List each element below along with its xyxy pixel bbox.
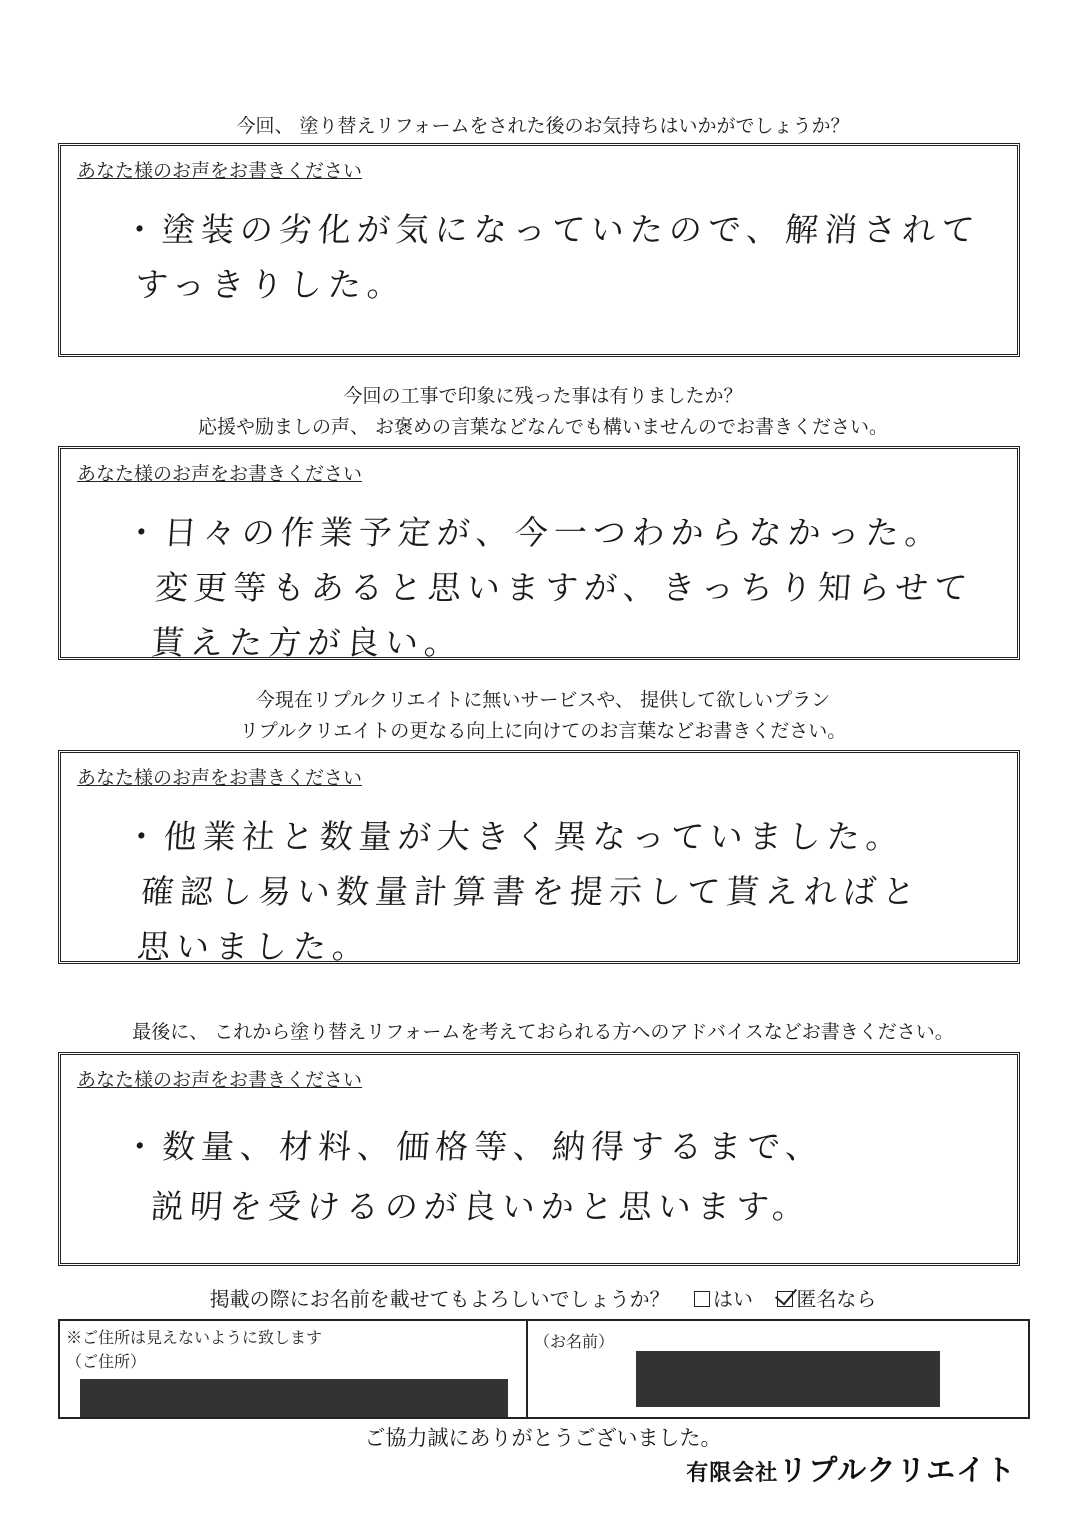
answer-line: ・数量、材料、価格等、納得するまで、 (121, 1127, 826, 1166)
consent-question: 掲載の際にお名前を載せてもよろしいでしょうか？ (209, 1287, 670, 1311)
question-4 (0, 1017, 1086, 1048)
company-logo (686, 1448, 1016, 1489)
question-2 (0, 381, 1086, 443)
handwritten-answer-2 (115, 505, 1027, 670)
answer-box-label: あなた様のお声をお書きください (77, 767, 363, 789)
company-name: リプルクリエイト (778, 1453, 1016, 1487)
address-redaction (80, 1379, 508, 1417)
answer-box-3 (58, 750, 1020, 964)
answer-line: 貰えた方が良い。 (149, 623, 465, 662)
anonymous-label: 匿名なら (796, 1287, 877, 1311)
company-prefix: 有限会社 (686, 1461, 779, 1486)
question-2-line-2: 応援や励ましの声、 お褒めの言葉などなんでも構いませんのでお書きください。 (197, 416, 889, 438)
answer-line: 説明を受けるのが良いかと思います。 (149, 1187, 813, 1226)
answer-line: ・塗装の劣化が気になっていたので、解消されて (121, 210, 982, 249)
publish-consent (0, 1283, 1086, 1312)
answer-box-label: あなた様のお声をお書きください (77, 1069, 363, 1091)
answer-line: 変更等もあると思いますが、きっちり知らせて (153, 568, 975, 607)
answer-line: ・日々の作業予定が、今一つわからなかった。 (123, 513, 946, 552)
question-3-line-1: 今現在リプルクリエイトに無いサービスや、 提供して欲しいプラン (255, 689, 831, 711)
answer-box-2 (58, 446, 1020, 660)
handwritten-answer-1 (117, 202, 1025, 312)
address-cell (60, 1321, 528, 1417)
address-note: ※ご住所は見えないように致します (66, 1328, 323, 1347)
question-1-line-1: 今回、 塗り替えリフォームをされた後のお気持ちはいかがでしょうか？ (236, 115, 850, 137)
name-redaction (636, 1351, 940, 1407)
answer-box-1 (58, 143, 1020, 357)
answer-box-4 (58, 1052, 1020, 1266)
answer-line: 確認し易い数量計算書を提示して貰えればと (139, 872, 923, 911)
handwritten-answer-3 (115, 809, 1027, 974)
name-label: （お名前） (534, 1332, 615, 1351)
question-3 (0, 685, 1086, 747)
answer-line: すっきりした。 (133, 265, 408, 304)
question-3-line-2: リプルクリエイトの更なる向上に向けてのお言葉などお書きください。 (239, 720, 847, 742)
answer-box-label: あなた様のお声をお書きください (77, 463, 363, 485)
answer-line: ・他業社と数量が大きく異なっていました。 (123, 817, 907, 856)
name-cell (528, 1321, 1028, 1417)
anonymous-checkbox[interactable] (777, 1291, 793, 1307)
answer-box-label: あなた様のお声をお書きください (77, 160, 363, 182)
question-2-line-1: 今回の工事で印象に残った事は有りましたか？ (343, 385, 743, 407)
answer-line: 思いました。 (135, 927, 373, 966)
address-name-table (58, 1319, 1030, 1419)
question-1 (0, 111, 1086, 142)
thanks-message: ご協力誠にありがとうございました。 (364, 1426, 722, 1450)
address-label: （ご住所） (66, 1352, 147, 1371)
yes-label: はい (713, 1287, 753, 1311)
handwritten-answer-4 (117, 1117, 1025, 1237)
question-4-line-1: 最後に、 これから塗り替えリフォームを考えておられる方へのアドバイスなどお書きください。 (132, 1021, 954, 1043)
yes-checkbox[interactable] (694, 1291, 710, 1307)
